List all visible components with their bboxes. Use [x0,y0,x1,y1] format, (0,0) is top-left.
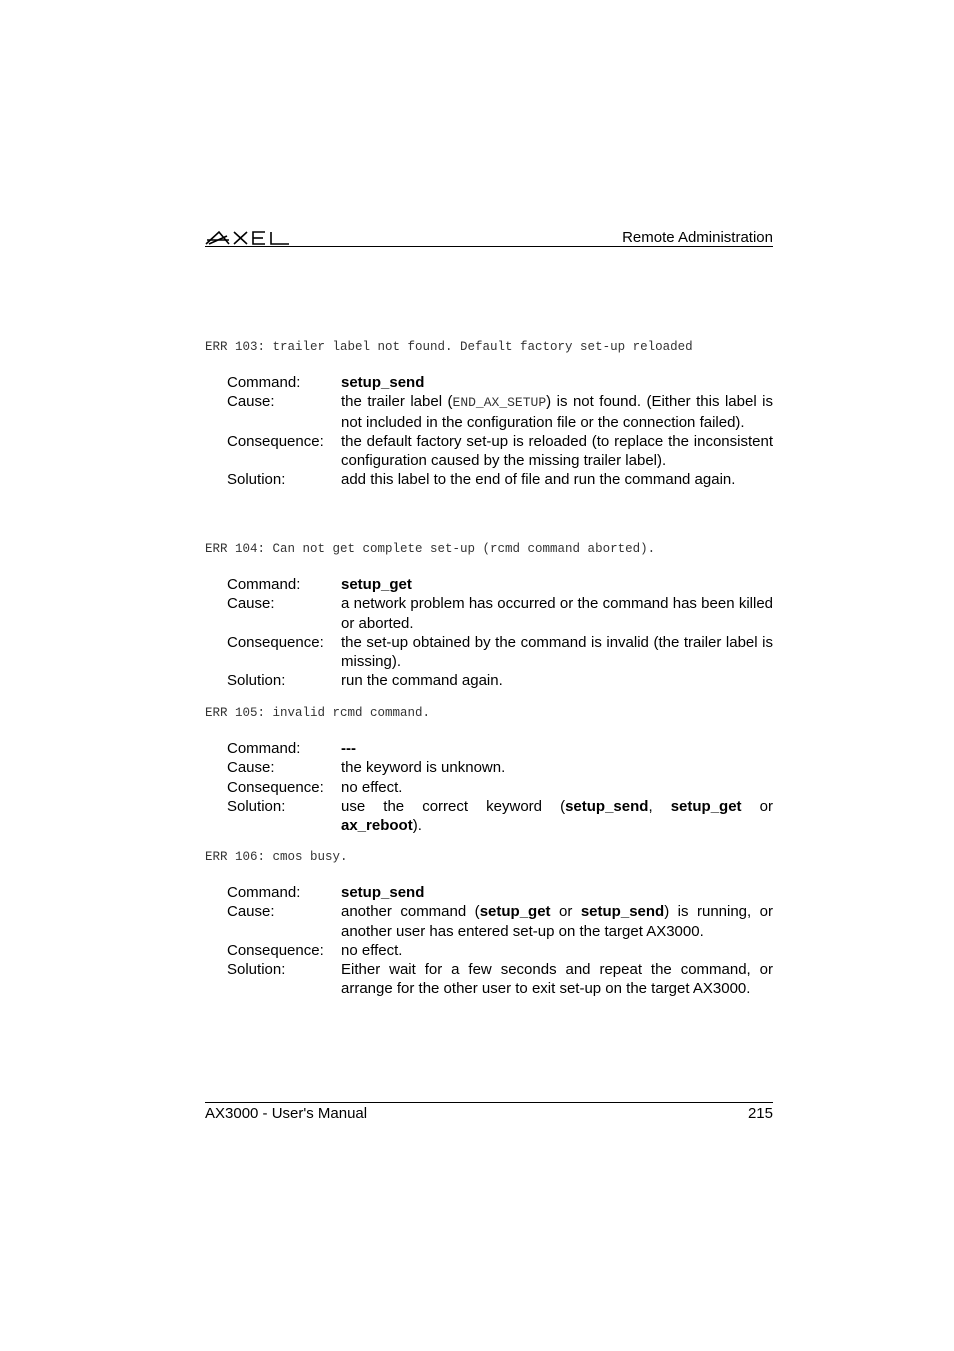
command-label: Command: [227,374,301,391]
solution-value: run the command again. [341,672,503,690]
solution-value: use the correct keyword (setup_send, setup_get or ax_reboot). [341,797,773,835]
solution-value: add this label to the end of file and run the command again. [341,471,736,489]
keyword-setup-send: setup_send [565,797,649,815]
error-block-104 [205,542,773,691]
command-label: Command: [227,740,301,757]
consequence-value: no effect. [341,778,403,796]
solution-row [227,960,773,999]
cause-label: Cause: [227,903,275,921]
cause-row [227,758,773,777]
consequence-row [227,432,773,471]
solution-row [227,797,773,836]
consequence-value: no effect. [341,941,403,959]
consequence-row [227,941,773,960]
keyword-setup-send: setup_send [580,903,665,921]
cause-label: Cause: [227,759,275,777]
manual-title: AX3000 - User's Manual [205,1105,368,1122]
cause-row [227,392,773,432]
axel-logo [205,224,291,246]
error-code-line: ERR 103: trailer label not found. Default factory set-up reloaded [205,340,693,354]
cause-row [227,594,773,633]
cause-value: the trailer label (END_AX_SETUP) is not found. (Either this label is not included in the configuration file or the connection failed). [341,393,773,431]
solution-label: Solution: [227,961,286,979]
cause-label: Cause: [227,393,275,411]
cause-value: the keyword is unknown. [341,759,506,777]
command-label: Command: [227,884,301,901]
solution-value: Either wait for a few seconds and repeat the command, or arrange for the other user to exit set-up on the target AX3000. [341,961,773,998]
page-header [205,224,773,247]
error-code-line: ERR 106: cmos busy. [205,850,348,864]
command-value: setup_get [341,576,412,593]
keyword-setup-get: setup_get [670,797,742,815]
consequence-value: the set-up obtained by the command is invalid (the trailer label is missing). [341,633,773,671]
error-block-106 [205,850,773,999]
solution-label: Solution: [227,672,286,690]
solution-label: Solution: [227,797,286,815]
command-label: Command: [227,576,301,593]
command-value: setup_send [341,374,425,391]
command-value: --- [341,740,356,757]
trailer-label-code: END_AX_SETUP [452,395,547,411]
cause-row [227,902,773,941]
command-row [227,373,773,392]
solution-label: Solution: [227,471,286,489]
page-number: 215 [747,1105,773,1122]
error-code-line: ERR 105: invalid rcmd command. [205,706,431,720]
error-code-line: ERR 104: Can not get complete set-up (rcmd command aborted). [205,542,656,556]
consequence-label: Consequence: [227,778,324,796]
consequence-value: the default factory set-up is reloaded (to replace the inconsistent configuration caused by the missing trailer label). [341,432,773,470]
keyword-ax-reboot: ax_reboot [341,817,413,835]
cause-value: another command (setup_get or setup_send) is running, or another user has entered set-up on the target AX3000. [341,903,773,940]
consequence-label: Consequence: [227,941,324,959]
solution-row [227,470,773,489]
command-row [227,575,773,594]
command-row [227,739,773,758]
consequence-row [227,778,773,797]
command-value: setup_send [341,884,425,901]
keyword-setup-get: setup_get [479,903,551,921]
solution-row [227,671,773,690]
consequence-row [227,633,773,672]
page-footer [205,1102,773,1122]
header-section-title: Remote Administration [622,229,773,246]
cause-label: Cause: [227,595,275,613]
consequence-label: Consequence: [227,633,324,651]
error-block-103 [205,340,773,490]
cause-value: a network problem has occurred or the command has been killed or aborted. [341,595,773,632]
command-row [227,883,773,902]
error-block-105 [205,706,773,835]
consequence-label: Consequence: [227,432,324,450]
